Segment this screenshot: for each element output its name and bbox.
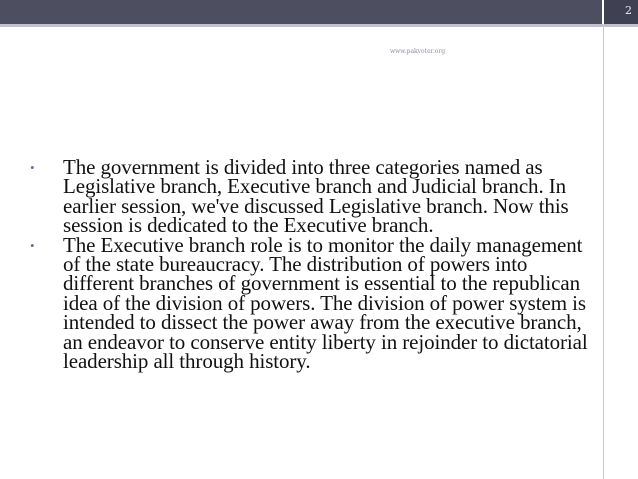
bullet-text: The Executive branch role is to monitor the daily management of the state bureaucracy. The distribution of powers into different branches of government is essential to the republican idea of the division of powers. The division of power system is intended to dissect the power away from the executive branch, an endeavor to conserve entity liberty in rejoinder to dictatorial leadership all through history. [63,232,588,374]
bullet-dot-icon: • [30,160,35,175]
bullet-dot-icon: • [30,237,35,253]
source-url: www.pakvoter.org [390,48,446,55]
side-rule [603,24,604,479]
bullet-text: The government is divided into three categories named as Legislative branch, Executive branch and Judicial branch. In earlier session, we've discussed Legislative branch. Now this session is dedicated to the Executive branch. [63,155,569,238]
page-number: 2 [625,4,632,17]
bullet-item [30,232,602,374]
bullet-list [30,155,602,374]
top-bar-accent [0,24,638,27]
top-bar [0,0,638,24]
bullet-item [30,155,602,238]
